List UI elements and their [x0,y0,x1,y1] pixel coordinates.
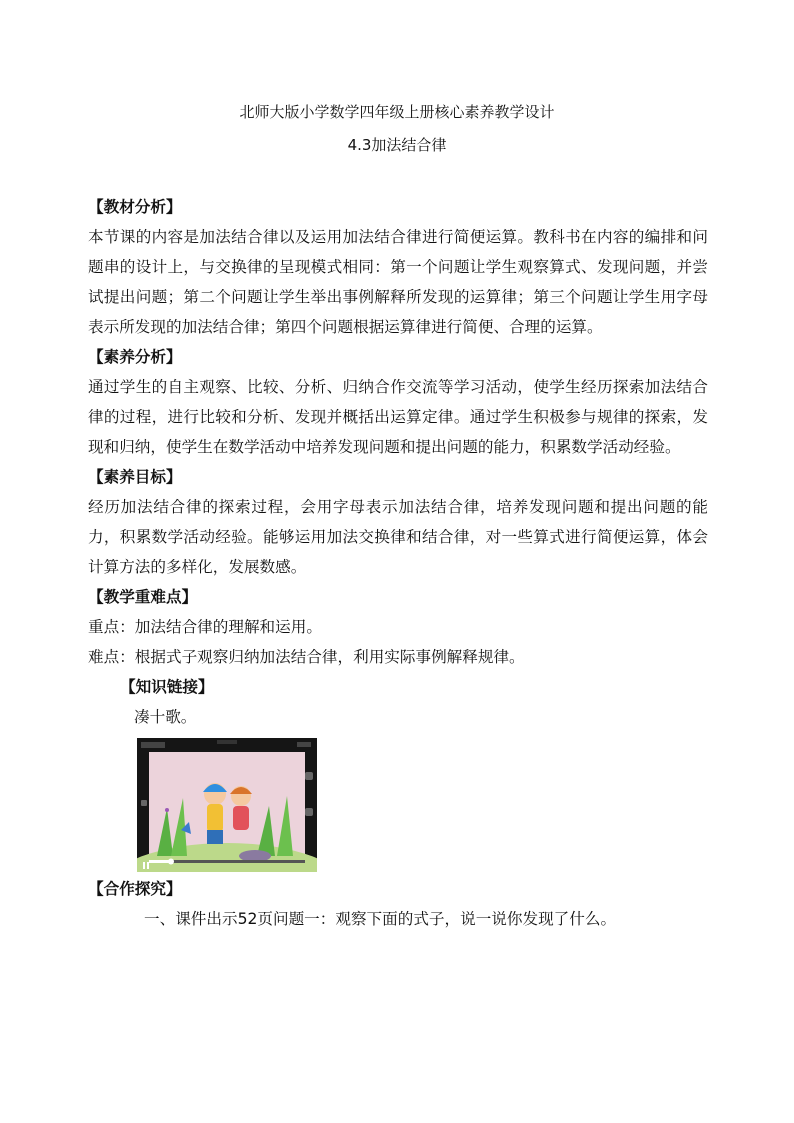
section-heading-explore: 【合作探究】 [88,880,182,898]
lesson-title: 4.3加法结合律 [347,136,447,154]
explore-text: 一、课件出示52页问题一：观察下面的式子，说一说你发现了什么。 [144,910,617,928]
section-heading-keypoints: 【教学重难点】 [88,588,198,606]
section-heading-goal: 【素养目标】 [88,468,182,486]
knowledge-text: 凑十歌。 [134,708,197,726]
document-body [88,192,708,934]
goal-text: 经历加法结合律的探索过程，会用字母表示加法结合律，培养发现问题和提出问题的能力，积累数学活动经验。能够运用加法交换律和结合律，对一些算式进行简便运算，体会计算方法的多样化，发展数感。 [88,498,708,576]
difficult-point-text: 难点：根据式子观察归纳加法结合律，利用实际事例解释规律。 [88,648,525,666]
literacy-text: 通过学生的自主观察、比较、分析、归纳合作交流等学习活动，使学生经历探索加法结合律的过程，进行比较和分析、发现并概括出运算定律。通过学生积极参与规律的探索，发现和归纳，使学生在数学活动中培养发现问题和提出问题的能力，积累数学活动经验。 [88,378,708,456]
section-heading-literacy: 【素养分析】 [88,348,182,366]
key-point-text: 重点：加法结合律的理解和运用。 [88,618,322,636]
section-heading-knowledge: 【知识链接】 [120,678,214,696]
video-screenshot [137,738,317,872]
cartoon-children-image [137,738,317,872]
material-text: 本节课的内容是加法结合律以及运用加法结合律进行简便运算。教科书在内容的编排和问题串的设计上，与交换律的呈现模式相同：第一个问题让学生观察算式、发现问题，并尝试提出问题；第二个问题让学生举出事例解释所发现的运算律；第三个问题让学生用字母表示所发现的加法结合律；第四个问题根据运算律进行简便、合理的运算。 [88,228,708,336]
section-heading-material: 【教材分析】 [88,198,182,216]
document-title: 北师大版小学数学四年级上册核心素养教学设计 [239,103,555,121]
